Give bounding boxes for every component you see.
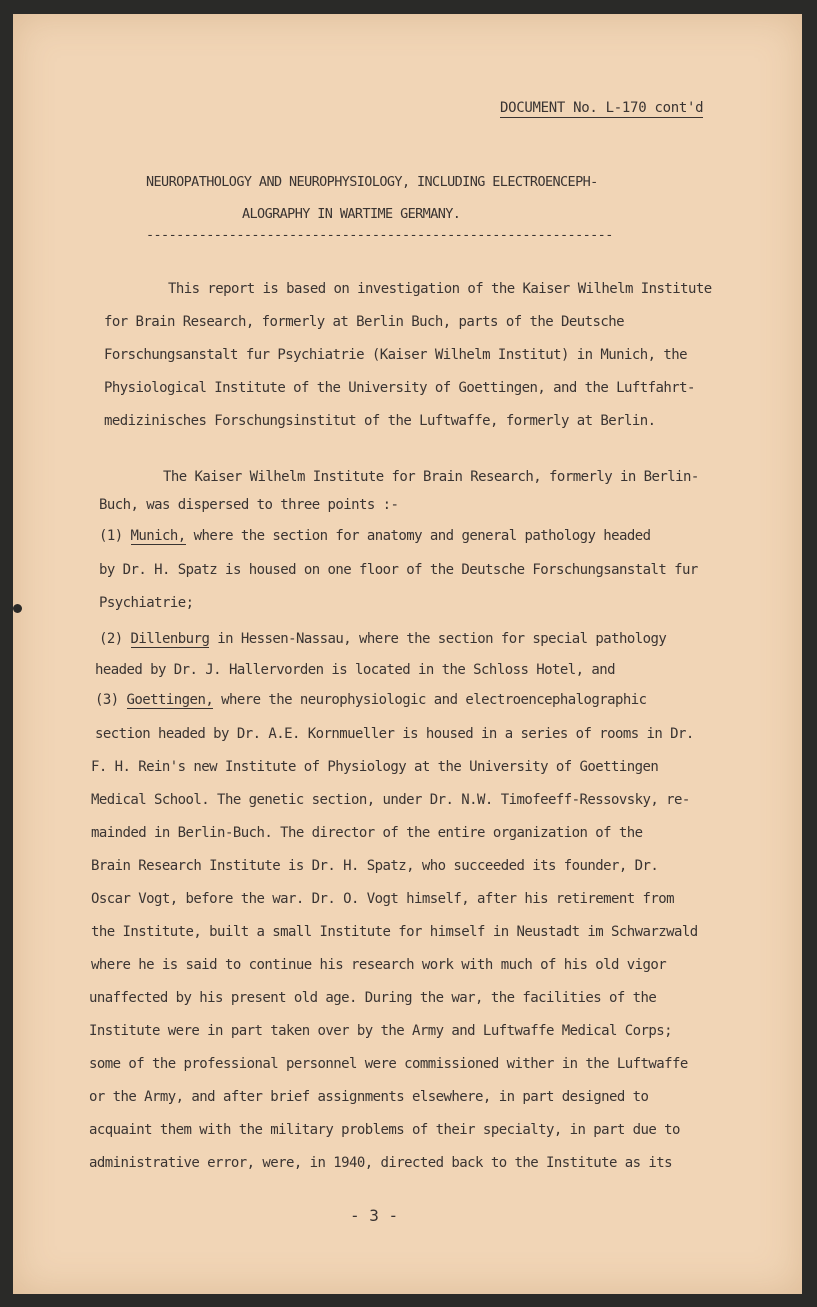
item1-line: Psychiatrie; — [99, 595, 194, 611]
item3-line: acquaint them with the military problems of their specialty, in part due to — [89, 1122, 680, 1138]
item3-line: where he is said to continue his research work with much of his old vigor — [91, 957, 667, 973]
document-page — [13, 14, 802, 1294]
item-place: Munich, — [130, 528, 186, 544]
para1-line: medizinisches Forschungsinstitut of the Luftwaffe, formerly at Berlin. — [104, 413, 656, 429]
item-place: Dillenburg — [130, 631, 210, 647]
para2-line: Buch, was dispersed to three points :- — [99, 497, 399, 513]
para1-line: Physiological Institute of the University of Goettingen, and the Luftfahrt- — [104, 380, 695, 396]
margin-punch-mark — [13, 604, 22, 613]
para1-line: Forschungsanstalt fur Psychiatrie (Kaiser Wilhelm Institut) in Munich, the — [104, 347, 688, 363]
list-item-3-first-line — [95, 692, 647, 708]
item-text: in Hessen-Nassau, where the section for special pathology — [209, 631, 667, 647]
item3-line: Medical School. The genetic section, under Dr. N.W. Timofeeff-Ressovsky, re- — [91, 792, 690, 808]
para1-line: This report is based on investigation of the Kaiser Wilhelm Institute — [168, 281, 712, 297]
report-title-line-1: NEUROPATHOLOGY AND NEUROPHYSIOLOGY, INCLUDING ELECTROENCEPH- — [146, 174, 598, 190]
item2-line: headed by Dr. J. Hallervorden is located in the Schloss Hotel, and — [95, 662, 615, 678]
item-number: (3) — [95, 692, 119, 708]
report-title-line-2: ALOGRAPHY IN WARTIME GERMANY. — [242, 206, 461, 222]
item3-line: Brain Research Institute is Dr. H. Spatz, who succeeded its founder, Dr. — [91, 858, 659, 874]
list-item-2-first-line — [99, 631, 666, 647]
item3-line: some of the professional personnel were commissioned wither in the Luftwaffe — [89, 1056, 688, 1072]
item-number: (2) — [99, 631, 123, 647]
document-number: DOCUMENT No. L-170 cont'd — [500, 100, 704, 116]
item3-line: mainded in Berlin-Buch. The director of the entire organization of the — [91, 825, 643, 841]
para1-line: for Brain Research, formerly at Berlin Buch, parts of the Deutsche — [104, 314, 624, 330]
page-number: - 3 - — [350, 1206, 399, 1225]
item3-line: or the Army, and after brief assignments elsewhere, in part designed to — [89, 1089, 649, 1105]
item-number: (1) — [99, 528, 123, 544]
list-item-1-first-line — [99, 528, 651, 544]
para2-line: The Kaiser Wilhelm Institute for Brain Research, formerly in Berlin- — [163, 469, 699, 485]
item3-line: section headed by Dr. A.E. Kornmueller is housed in a series of rooms in Dr. — [95, 726, 694, 742]
title-rule: -------------------------------------------------------------- — [146, 227, 613, 243]
item3-line: the Institute, built a small Institute for himself in Neustadt im Schwarzwald — [91, 924, 698, 940]
item3-line: F. H. Rein's new Institute of Physiology at the University of Goettingen — [91, 759, 659, 775]
item-text: where the section for anatomy and general pathology headed — [185, 528, 651, 544]
item3-line: unaffected by his present old age. During the war, the facilities of the — [89, 990, 657, 1006]
item-place: Goettingen, — [126, 692, 214, 708]
item1-line: by Dr. H. Spatz is housed on one floor of the Deutsche Forschungsanstalt fur — [99, 562, 698, 578]
item-text: where the neurophysiologic and electroencephalographic — [213, 692, 647, 708]
item3-line: administrative error, were, in 1940, directed back to the Institute as its — [89, 1155, 673, 1171]
item3-line: Institute were in part taken over by the Army and Luftwaffe Medical Corps; — [89, 1023, 673, 1039]
item3-line: Oscar Vogt, before the war. Dr. O. Vogt himself, after his retirement from — [91, 891, 675, 907]
